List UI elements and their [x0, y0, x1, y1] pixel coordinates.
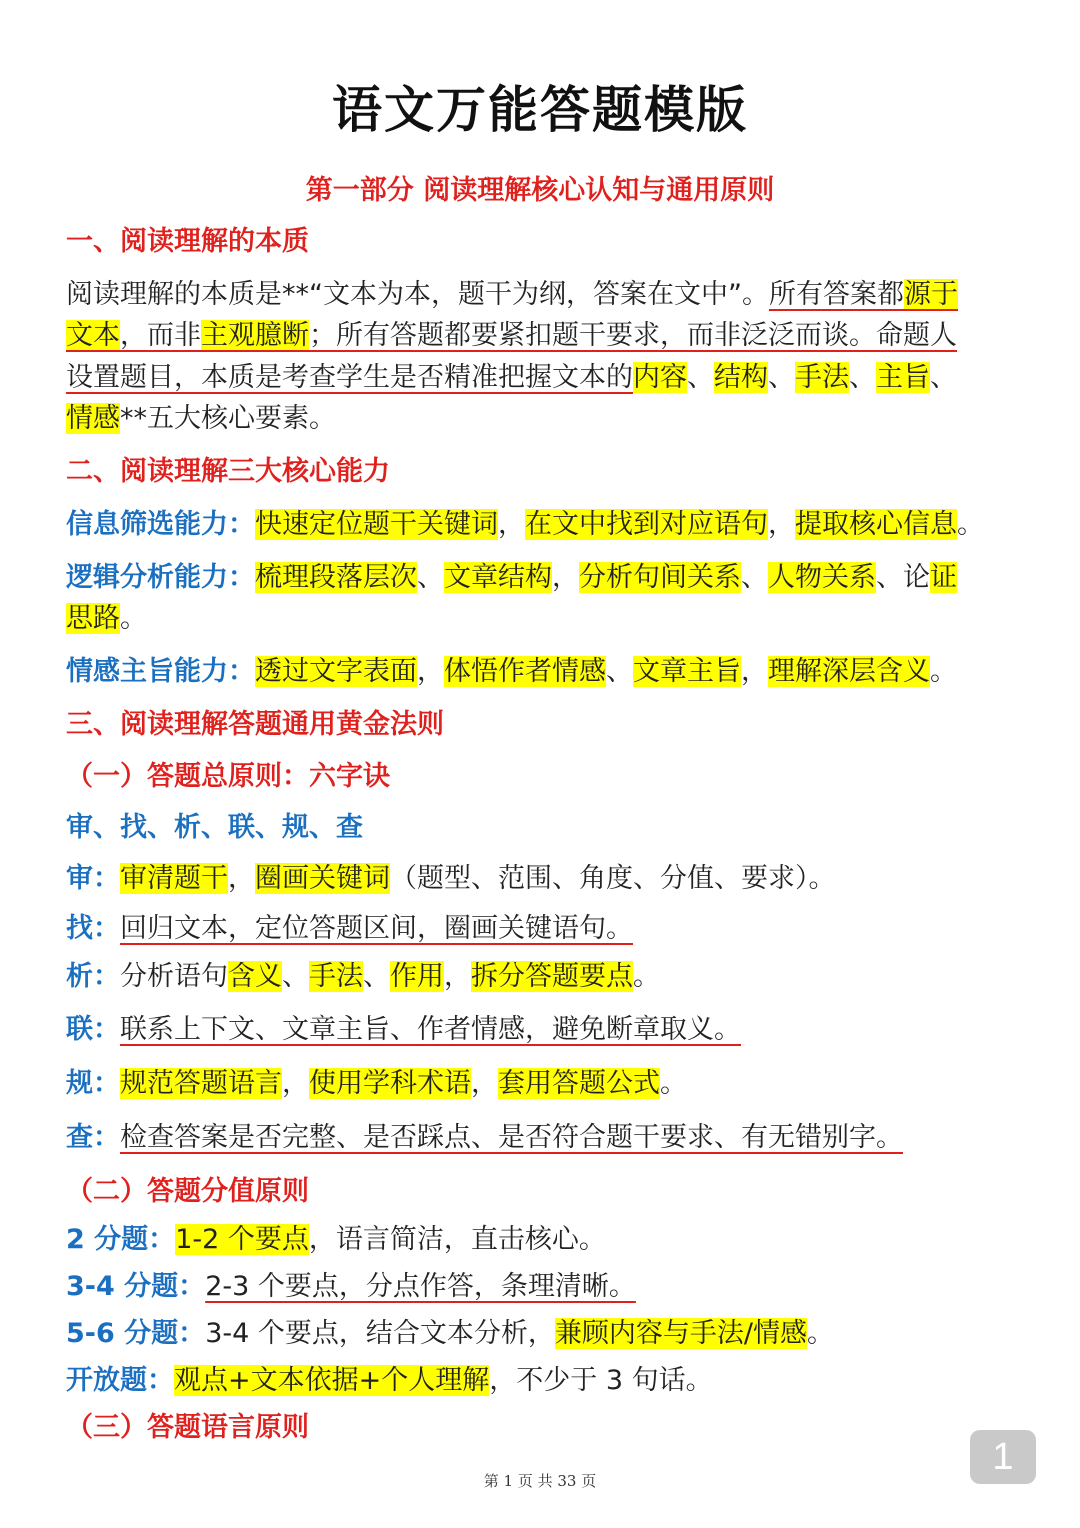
text: ，不少于 3 句话。: [489, 1365, 713, 1396]
rule-cha: [66, 1118, 903, 1158]
text-highlight: 结构: [714, 362, 768, 393]
ability-line-logic-cont: [66, 599, 147, 639]
text-highlight: 审清题干: [120, 863, 228, 894]
text: 分析语句: [120, 961, 228, 992]
rule-lian: [66, 1010, 741, 1050]
text-underlined: ，而非: [120, 320, 201, 351]
score-label: 开放题：: [66, 1365, 174, 1396]
text: 、: [768, 362, 795, 393]
rule-label: 联：: [66, 1014, 120, 1045]
text: 、: [849, 362, 876, 393]
text: ，: [498, 509, 525, 540]
rule-label: 析：: [66, 961, 120, 992]
text-highlight: 兼顾内容与手法/情感: [554, 1318, 807, 1349]
text-highlight: 主旨: [876, 362, 930, 393]
rule-label: 审：: [66, 863, 120, 894]
subheading-2: （二）答题分值原则: [66, 1176, 309, 1207]
text: ，: [417, 656, 444, 687]
text-highlight: 透过文字表面: [255, 656, 417, 687]
text-highlight: 在文中找到对应语句: [525, 509, 768, 540]
score-label: 3-4 分题：: [66, 1271, 206, 1302]
score-3-4: [66, 1267, 636, 1307]
text: ，语言简洁，直击核心。: [308, 1224, 606, 1255]
text: 、: [741, 562, 768, 593]
score-label: 2 分题：: [66, 1224, 176, 1255]
text-highlight: 体悟作者情感: [444, 656, 606, 687]
rule-gui: [66, 1064, 687, 1104]
rule-label: 找：: [66, 913, 120, 944]
text-highlight: 文章结构: [444, 562, 552, 593]
text: 、: [363, 961, 390, 992]
text-highlight: 手法: [795, 362, 849, 393]
text-highlight: 思路: [66, 603, 120, 634]
score-open: [66, 1361, 713, 1401]
text-highlight: 手法: [309, 961, 363, 992]
text: 阅读理解的本质是**“文本为本，题干为纲，答案在文中”。: [66, 279, 769, 310]
rule-zhao: [66, 909, 633, 949]
score-2: [66, 1220, 606, 1260]
score-5-6: [66, 1314, 834, 1354]
text-highlight: 套用答题公式: [498, 1068, 660, 1099]
text-highlight: 分析句间关系: [579, 562, 741, 593]
ability-label: 逻辑分析能力：: [66, 562, 255, 593]
text-highlight: 文章主旨: [633, 656, 741, 687]
text-underlined: 2-3 个要点，分点作答，条理清晰。: [205, 1271, 636, 1302]
rule-shen: [66, 859, 836, 899]
paragraph-line: [66, 316, 957, 356]
text-underlined: 联系上下文、文章主旨、作者情感，避免断章取义。: [120, 1014, 741, 1045]
page-badge[interactable]: 1: [970, 1430, 1036, 1484]
section-heading-3: 三、阅读理解答题通用黄金法则: [66, 709, 444, 740]
text-highlight: 梳理段落层次: [255, 562, 417, 593]
text: 、: [282, 961, 309, 992]
text: 。: [660, 1068, 687, 1099]
text-highlight: 内容: [633, 362, 687, 393]
text: ，: [471, 1068, 498, 1099]
text-highlight: 1-2 个要点: [175, 1224, 309, 1255]
text: 。: [930, 656, 957, 687]
text-highlight: 拆分答题要点: [471, 961, 633, 992]
text: 、: [417, 562, 444, 593]
ability-label: 信息筛选能力：: [66, 509, 255, 540]
text: 。: [120, 603, 147, 634]
section-heading-2: 二、阅读理解三大核心能力: [66, 456, 390, 487]
section-heading-1: 一、阅读理解的本质: [66, 226, 309, 257]
text-highlight: 观点+文本依据+个人理解: [174, 1365, 490, 1396]
rule-label: 查：: [66, 1122, 120, 1153]
text: ，: [444, 961, 471, 992]
rule-xi: [66, 957, 660, 997]
subheading-1: （一）答题总原则：六字诀: [66, 761, 390, 792]
text-highlight: 快速定位题干关键词: [255, 509, 498, 540]
ability-line-emotion: [66, 652, 957, 692]
text: （题型、范围、角度、分值、要求）。: [390, 863, 836, 894]
ability-line-logic: [66, 558, 957, 598]
text-underlined: 所有答案都: [768, 279, 904, 310]
document-title: 语文万能答题模版: [332, 81, 748, 139]
text-underlined: 设置题目，本质是考查学生是否精准把握文本的: [66, 362, 633, 393]
text-underlined: 回归文本，定位答题区间，圈画关键语句。: [120, 913, 633, 944]
text-highlight: 情感: [66, 403, 120, 434]
text: 3-4 个要点，结合文本分析，: [205, 1318, 555, 1349]
text: 、: [606, 656, 633, 687]
paragraph-line: [66, 358, 957, 398]
page-number-text: 第 1 页 共 33 页: [483, 1472, 597, 1490]
text: 、论: [876, 562, 930, 593]
paragraph-line: [66, 275, 958, 315]
paragraph-line: [66, 399, 336, 439]
text: ，: [768, 509, 795, 540]
ability-label: 情感主旨能力：: [66, 656, 255, 687]
rule-label: 规：: [66, 1068, 120, 1099]
text: ，: [282, 1068, 309, 1099]
text: 。: [957, 509, 984, 540]
text: ，: [552, 562, 579, 593]
subheading-3: （三）答题语言原则: [66, 1412, 309, 1443]
text: 、: [687, 362, 714, 393]
text-highlight: 含义: [228, 961, 282, 992]
text-highlight: 证: [930, 562, 957, 593]
text: ，: [228, 863, 255, 894]
text: 。: [806, 1318, 834, 1349]
text-highlight: 作用: [390, 961, 444, 992]
text: ，: [741, 656, 768, 687]
ability-line-info: [66, 505, 984, 545]
text-underlined: 检查答案是否完整、是否踩点、是否符合题干要求、有无错别字。: [120, 1122, 903, 1153]
text-highlight: 理解深层含义: [768, 656, 930, 687]
text: **五大核心要素。: [120, 403, 336, 434]
text-underlined: ；所有答题都要紧扣题干要求，而非泛泛而谈。命题人: [309, 320, 957, 351]
score-label: 5-6 分题：: [66, 1318, 206, 1349]
text-highlight: 文本: [66, 320, 120, 351]
text-highlight: 源于: [903, 279, 958, 310]
text-highlight: 使用学科术语: [309, 1068, 471, 1099]
text: 、: [930, 362, 957, 393]
text-highlight: 提取核心信息: [795, 509, 957, 540]
text-highlight: 圈画关键词: [255, 863, 390, 894]
text-highlight: 规范答题语言: [120, 1068, 282, 1099]
text-highlight: 人物关系: [768, 562, 876, 593]
six-char-formula: 审、找、析、联、规、查: [66, 812, 363, 843]
text-highlight: 主观臆断: [201, 320, 309, 351]
part-title: 第一部分 阅读理解核心认知与通用原则: [305, 175, 775, 206]
text: 。: [633, 961, 660, 992]
